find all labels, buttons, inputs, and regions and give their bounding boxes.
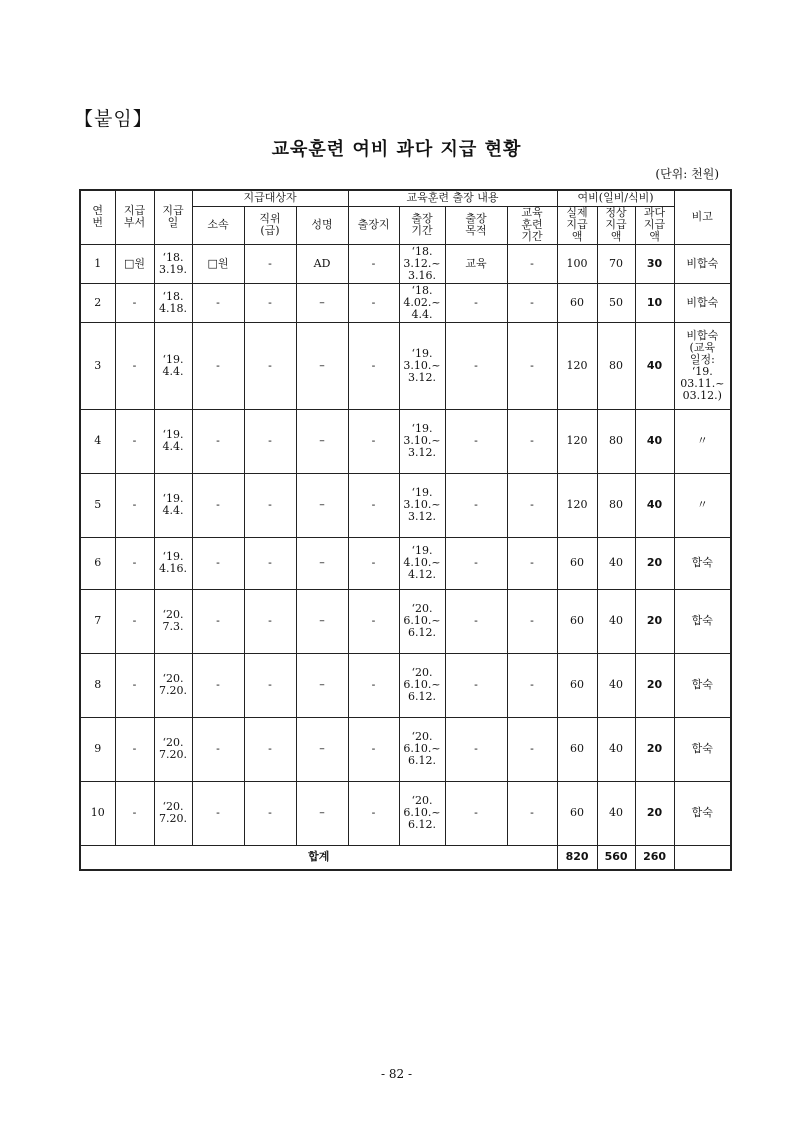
cell-destination: - [348,473,399,537]
cell-no: 5 [80,473,115,537]
cell-excess-paid: 40 [635,473,674,537]
cell-pay-date: ‘18. 3.19. [154,244,192,283]
cell-edu-period: - [507,781,557,845]
cell-pay-date: ‘20. 7.20. [154,717,192,781]
cell-no: 1 [80,244,115,283]
cell-affiliation: - [192,781,244,845]
header-actual-paid: 실제 지급 액 [557,206,597,244]
header-group-travel: 여비(일비/식비) [557,190,674,206]
cell-position: - [244,781,296,845]
cell-actual-paid: 120 [557,409,597,473]
cell-actual-paid: 100 [557,244,597,283]
header-edu-period: 교육 훈련 기간 [507,206,557,244]
cell-remark: 합숙 [674,781,731,845]
cell-trip-period: ‘20. 6.10.~ 6.12. [399,781,445,845]
cell-position: - [244,409,296,473]
table-row [80,537,731,589]
cell-destination: - [348,781,399,845]
cell-no: 10 [80,781,115,845]
document-title: 교육훈련 여비 과다 지급 현황 [271,139,522,160]
table-row [80,322,731,409]
cell-no: 7 [80,589,115,653]
cell-excess-paid: 20 [635,653,674,717]
cell-affiliation: - [192,473,244,537]
cell-name: – [296,653,348,717]
table-row [80,717,731,781]
cell-actual-paid: 60 [557,717,597,781]
header-pay-dept: 지급 부서 [115,190,154,244]
cell-position: - [244,244,296,283]
cell-actual-paid: 60 [557,653,597,717]
total-excess: 260 [635,845,674,870]
cell-remark: 〃 [674,473,731,537]
table-row [80,653,731,717]
cell-remark: 합숙 [674,717,731,781]
cell-edu-period: - [507,653,557,717]
cell-name: – [296,537,348,589]
cell-pay-date: ‘19. 4.16. [154,537,192,589]
header-destination: 출장지 [348,206,399,244]
cell-actual-paid: 60 [557,283,597,322]
cell-affiliation: - [192,653,244,717]
attachment-label: 【붙임】 [74,108,153,130]
header-trip-purpose: 출장 목적 [445,206,507,244]
cell-remark: 합숙 [674,653,731,717]
cell-pay-dept: - [115,473,154,537]
cell-pay-date: ‘20. 7.20. [154,653,192,717]
cell-edu-period: - [507,717,557,781]
cell-excess-paid: 10 [635,283,674,322]
cell-remark: 비합숙 [674,244,731,283]
cell-pay-dept: - [115,409,154,473]
header-affiliation: 소속 [192,206,244,244]
cell-normal-paid: 80 [597,473,635,537]
cell-excess-paid: 20 [635,781,674,845]
cell-normal-paid: 80 [597,409,635,473]
cell-normal-paid: 40 [597,537,635,589]
header-remark: 비고 [674,190,731,244]
cell-trip-purpose: - [445,537,507,589]
cell-position: - [244,322,296,409]
total-remark [674,845,731,870]
cell-pay-dept: - [115,717,154,781]
cell-affiliation: - [192,537,244,589]
header-excess-paid: 과다 지급 액 [635,206,674,244]
cell-no: 8 [80,653,115,717]
table-row [80,283,731,322]
cell-destination: - [348,653,399,717]
cell-affiliation: - [192,717,244,781]
cell-no: 3 [80,322,115,409]
cell-trip-purpose: 교육 [445,244,507,283]
header-name: 성명 [296,206,348,244]
cell-edu-period: - [507,537,557,589]
table-row [80,473,731,537]
table-row [80,409,731,473]
cell-edu-period: - [507,589,557,653]
cell-affiliation: - [192,409,244,473]
cell-pay-dept: □원 [115,244,154,283]
cell-pay-date: ‘19. 4.4. [154,322,192,409]
cell-trip-purpose: - [445,653,507,717]
cell-normal-paid: 40 [597,589,635,653]
cell-pay-dept: - [115,537,154,589]
cell-affiliation: - [192,322,244,409]
cell-excess-paid: 20 [635,537,674,589]
cell-destination: - [348,589,399,653]
cell-name: – [296,283,348,322]
cell-pay-date: ‘19. 4.4. [154,409,192,473]
cell-excess-paid: 20 [635,717,674,781]
cell-trip-period: ‘19. 3.10.~ 3.12. [399,322,445,409]
header-group-target: 지급대상자 [192,190,348,206]
cell-destination: - [348,283,399,322]
header-group-trip: 교육훈련 출장 내용 [348,190,557,206]
cell-edu-period: - [507,244,557,283]
cell-destination: - [348,537,399,589]
cell-no: 2 [80,283,115,322]
cell-edu-period: - [507,283,557,322]
cell-affiliation: - [192,283,244,322]
cell-no: 9 [80,717,115,781]
cell-remark: 비합숙 [674,283,731,322]
cell-trip-purpose: - [445,473,507,537]
cell-trip-period: ‘18. 3.12.~ 3.16. [399,244,445,283]
cell-trip-period: ‘18. 4.02.~ 4.4. [399,283,445,322]
cell-name: – [296,322,348,409]
cell-position: - [244,589,296,653]
cell-remark: 〃 [674,409,731,473]
cell-position: - [244,473,296,537]
header-position: 직위 (급) [244,206,296,244]
cell-name: AD [296,244,348,283]
cell-trip-period: ‘19. 3.10.~ 3.12. [399,473,445,537]
cell-name: – [296,717,348,781]
cell-trip-period: ‘19. 4.10.~ 4.12. [399,537,445,589]
cell-remark: 비합숙 (교육 일정: ‘19. 03.11.~ 03.12.) [674,322,731,409]
cell-excess-paid: 20 [635,589,674,653]
header-normal-paid: 정상 지급 액 [597,206,635,244]
cell-position: - [244,717,296,781]
cell-trip-purpose: - [445,589,507,653]
cell-excess-paid: 30 [635,244,674,283]
cell-pay-dept: - [115,283,154,322]
cell-position: - [244,283,296,322]
cell-normal-paid: 40 [597,717,635,781]
cell-normal-paid: 40 [597,653,635,717]
cell-edu-period: - [507,409,557,473]
cell-position: - [244,537,296,589]
cell-pay-date: ‘18. 4.18. [154,283,192,322]
table-row [80,781,731,845]
cell-trip-period: ‘19. 3.10.~ 3.12. [399,409,445,473]
cell-edu-period: - [507,473,557,537]
cell-pay-date: ‘20. 7.20. [154,781,192,845]
cell-destination: - [348,244,399,283]
table-row [80,589,731,653]
cell-trip-purpose: - [445,322,507,409]
header-trip-period: 출장 기간 [399,206,445,244]
cell-excess-paid: 40 [635,322,674,409]
cell-name: – [296,589,348,653]
cell-normal-paid: 80 [597,322,635,409]
cell-actual-paid: 60 [557,781,597,845]
total-row [80,845,731,870]
cell-remark: 합숙 [674,589,731,653]
cell-actual-paid: 120 [557,322,597,409]
cell-affiliation: - [192,589,244,653]
header-no: 연 번 [80,190,115,244]
cell-pay-dept: - [115,781,154,845]
cell-name: – [296,781,348,845]
cell-pay-dept: - [115,653,154,717]
cell-destination: - [348,717,399,781]
cell-actual-paid: 120 [557,473,597,537]
total-actual: 820 [557,845,597,870]
table-row [80,244,731,283]
cell-actual-paid: 60 [557,589,597,653]
travel-expense-table [79,189,732,871]
cell-no: 6 [80,537,115,589]
total-normal: 560 [597,845,635,870]
cell-no: 4 [80,409,115,473]
cell-actual-paid: 60 [557,537,597,589]
cell-trip-period: ‘20. 6.10.~ 6.12. [399,717,445,781]
cell-pay-date: ‘20. 7.3. [154,589,192,653]
cell-trip-purpose: - [445,409,507,473]
cell-normal-paid: 50 [597,283,635,322]
cell-destination: - [348,322,399,409]
cell-trip-purpose: - [445,283,507,322]
cell-normal-paid: 70 [597,244,635,283]
cell-position: - [244,653,296,717]
page-number: - 82 - [380,1067,412,1081]
cell-affiliation: □원 [192,244,244,283]
cell-trip-period: ‘20. 6.10.~ 6.12. [399,589,445,653]
cell-edu-period: - [507,322,557,409]
cell-trip-purpose: - [445,717,507,781]
total-label: 합계 [80,845,557,870]
cell-pay-dept: - [115,322,154,409]
cell-pay-dept: - [115,589,154,653]
unit-note: (단위: 천원) [655,167,719,181]
cell-normal-paid: 40 [597,781,635,845]
cell-trip-period: ‘20. 6.10.~ 6.12. [399,653,445,717]
cell-pay-date: ‘19. 4.4. [154,473,192,537]
header-pay-date: 지급 일 [154,190,192,244]
cell-excess-paid: 40 [635,409,674,473]
cell-destination: - [348,409,399,473]
cell-name: – [296,473,348,537]
cell-name: – [296,409,348,473]
cell-trip-purpose: - [445,781,507,845]
cell-remark: 합숙 [674,537,731,589]
